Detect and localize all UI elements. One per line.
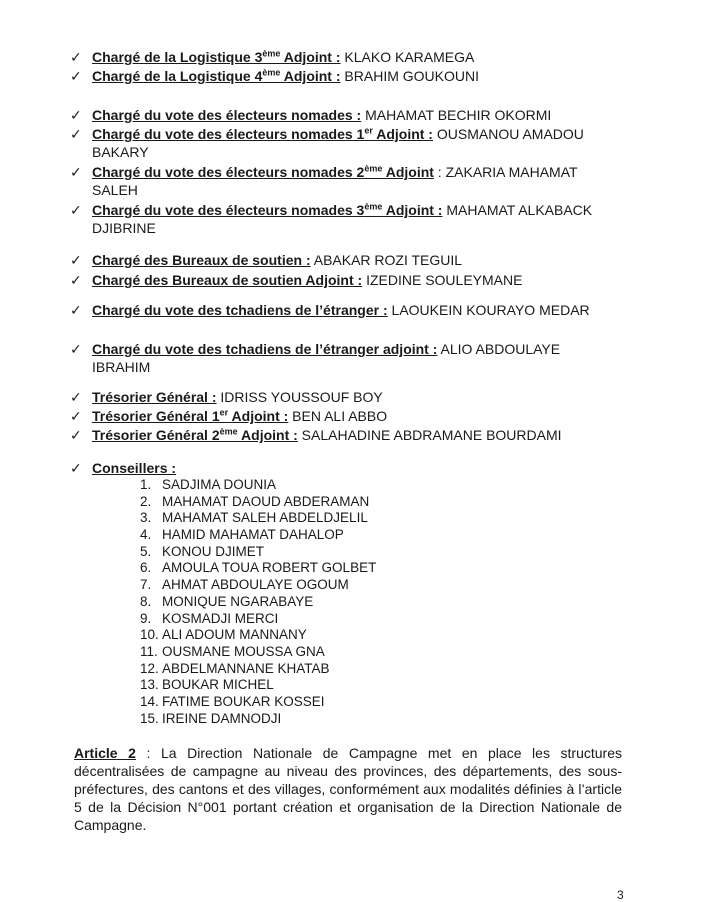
checkmark-icon: ✓ <box>70 126 82 142</box>
role-title: Trésorier Général 1er Adjoint : <box>92 407 289 424</box>
checkmark-icon: ✓ <box>70 202 82 218</box>
role-item <box>70 301 612 319</box>
checkmark-icon: ✓ <box>70 408 82 424</box>
role-item <box>70 426 612 444</box>
role-title: Chargé des Bureaux de soutien : <box>92 252 311 268</box>
checkmark-icon: ✓ <box>70 272 82 288</box>
person-name: MAHAMAT ALKABACK DJIBRINE <box>92 202 593 236</box>
list-item: 7. AHMAT ABDOULAYE OGOUM <box>140 577 349 593</box>
conseillers-list <box>140 477 376 727</box>
article-text: : La Direction Nationale de Campagne met en place les structures décentralisées de campagne au niveau des provinces, des départements, des sous-préfectures, des cantons et des villages, conformément aux modalités définies à l’article 5 de la Décision N°001 portant création et organisation de la Direction Nationale de Campagne. <box>74 745 622 833</box>
person-name: BEN ALI ABBO <box>288 408 388 424</box>
list-item: 1. SADJIMA DOUNIA <box>140 477 277 492</box>
person-name: OUSMANOU AMADOU BAKARY <box>92 126 584 160</box>
checkmark-icon: ✓ <box>70 460 82 476</box>
role-title: Chargé du vote des électeurs nomades 2ème Adjoint <box>92 163 434 180</box>
list-item: 2. MAHAMAT DAOUD ABDERAMAN <box>140 493 370 509</box>
person-name: IDRISS YOUSSOUF BOY <box>216 389 383 405</box>
conseillers-heading <box>70 459 612 477</box>
list-item: 8. MONIQUE NGARABAYE <box>140 593 314 609</box>
role-item <box>70 388 612 406</box>
checkmark-icon: ✓ <box>70 341 82 357</box>
list-item: 4. HAMID MAHAMAT DAHALOP <box>140 527 344 543</box>
checkmark-icon: ✓ <box>70 389 82 405</box>
checkmark-icon: ✓ <box>70 427 82 443</box>
list-item: 6. AMOULA TOUA ROBERT GOLBET <box>140 560 377 576</box>
person-name: ABAKAR ROZI TEGUIL <box>310 252 463 268</box>
person-name: ALIO ABDOULAYE IBRAHIM <box>92 341 561 375</box>
list-item: 3. MAHAMAT SALEH ABDELDJELIL <box>140 510 368 526</box>
list-item: 15. IREINE DAMNODJI <box>140 710 282 726</box>
role-item <box>70 407 612 425</box>
role-item <box>70 48 612 66</box>
role-title: Chargé de la Logistique 4ème Adjoint : <box>92 67 341 84</box>
article-paragraph <box>74 744 622 834</box>
list-item: 11. OUSMANE MOUSSA GNA <box>140 643 325 659</box>
role-item <box>70 106 612 124</box>
person-name: BRAHIM GOUKOUNI <box>340 68 479 84</box>
role-title: Chargé de la Logistique 3ème Adjoint : <box>92 48 341 65</box>
list-item: 10. ALI ADOUM MANNANY <box>140 627 307 643</box>
role-title: Trésorier Général : <box>92 389 217 405</box>
list-item: 14. FATIME BOUKAR KOSSEI <box>140 693 325 709</box>
role-title: Chargé du vote des électeurs nomades 1er Adjoint : <box>92 125 433 142</box>
role-title: Chargé des Bureaux de soutien Adjoint : <box>92 272 363 288</box>
person-name: KLAKO KARAMEGA <box>340 49 475 65</box>
role-title: Chargé du vote des tchadiens de l’étranger adjoint : <box>92 341 438 357</box>
checkmark-icon: ✓ <box>70 68 82 84</box>
role-item <box>70 125 612 161</box>
page-number: 3 <box>617 888 624 902</box>
role-item <box>70 340 612 376</box>
list-item: 13. BOUKAR MICHEL <box>140 677 274 693</box>
role-item <box>70 251 612 269</box>
article-label: Article 2 <box>74 745 136 761</box>
checkmark-icon: ✓ <box>70 252 82 268</box>
checkmark-icon: ✓ <box>70 49 82 65</box>
list-item: 5. KONOU DJIMET <box>140 543 265 559</box>
checkmark-icon: ✓ <box>70 107 82 123</box>
person-name: SALAHADINE ABDRAMANE BOURDAMI <box>297 427 562 443</box>
role-item <box>70 67 612 85</box>
person-name: MAHAMAT BECHIR OKORMI <box>361 107 552 123</box>
conseillers-label: Conseillers : <box>92 460 177 476</box>
checkmark-icon: ✓ <box>70 164 82 180</box>
role-title: Chargé du vote des électeurs nomades 3ème Adjoint : <box>92 201 443 218</box>
role-item <box>70 201 612 237</box>
list-item: 12. ABDELMANNANE KHATAB <box>140 660 330 676</box>
role-title: Trésorier Général 2ème Adjoint : <box>92 426 298 443</box>
person-name: LAOUKEIN KOURAYO MEDAR <box>387 302 590 318</box>
role-title: Chargé du vote des tchadiens de l’étranger : <box>92 302 388 318</box>
person-name: : ZAKARIA MAHAMAT SALEH <box>92 164 578 198</box>
role-item <box>70 271 612 289</box>
checkmark-icon: ✓ <box>70 302 82 318</box>
person-name: IZEDINE SOULEYMANE <box>362 272 523 288</box>
role-title: Chargé du vote des électeurs nomades : <box>92 107 362 123</box>
role-item <box>70 163 612 199</box>
list-item: 9. KOSMADJI MERCI <box>140 610 279 626</box>
